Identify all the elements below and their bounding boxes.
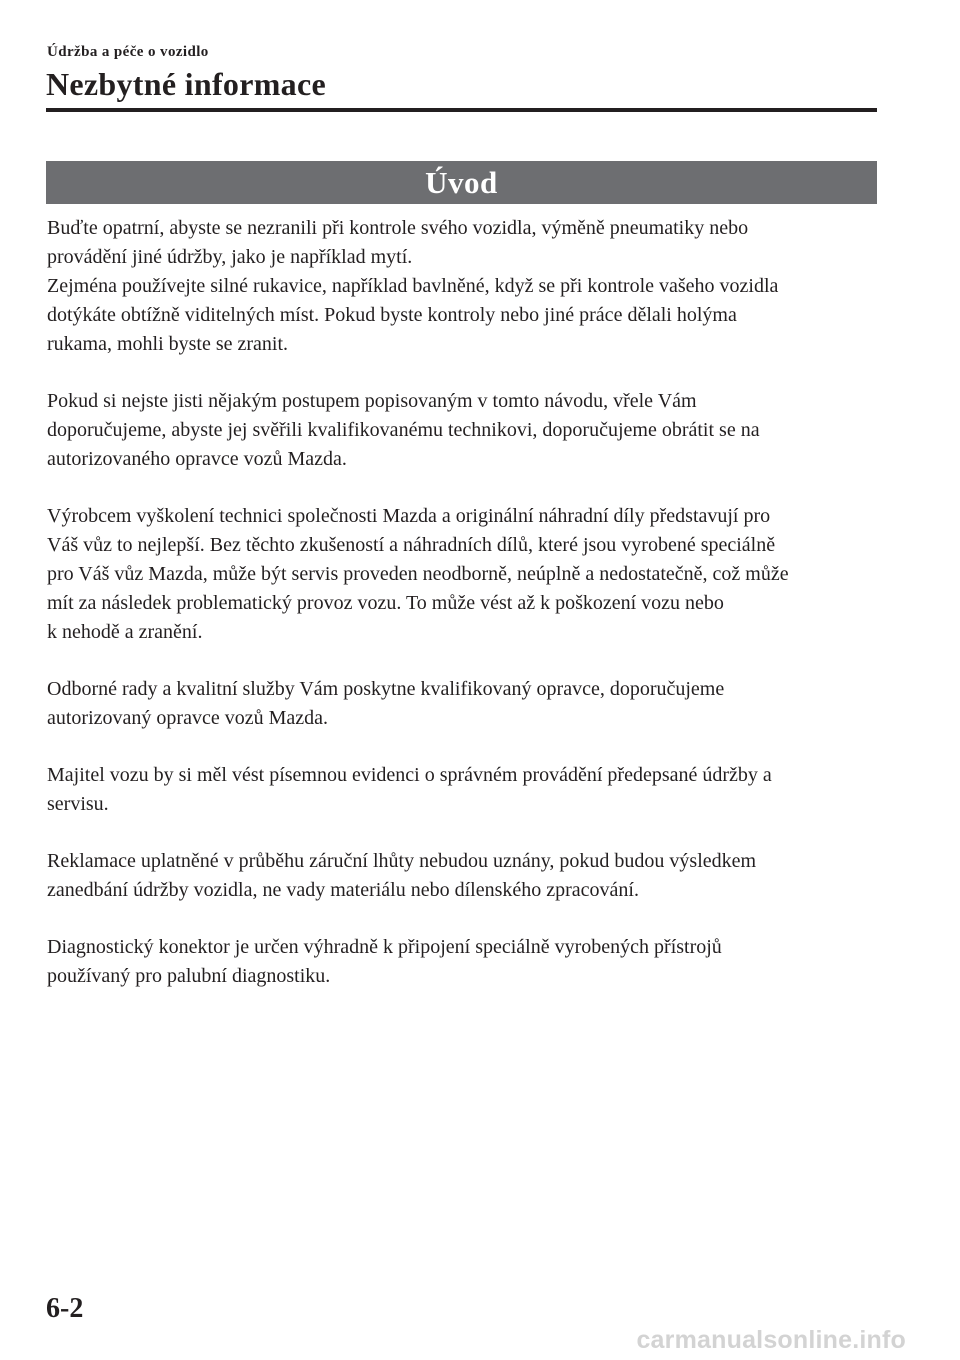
page-title: Nezbytné informace (46, 66, 326, 102)
text-line: Odborné rady a kvalitní služby Vám poskytne kvalifikovaný opravce, doporučujeme (47, 678, 725, 700)
section-label: Údržba a péče o vozidlo (47, 44, 209, 60)
text-line: mít za následek problematický provoz vozu. To může vést až k poškození vozu nebo (47, 592, 724, 614)
watermark[interactable]: carmanualsonline.info (636, 1326, 906, 1354)
text-line: Výrobcem vyškolení technici společnosti Mazda a originální náhradní díly představují pro (47, 505, 771, 527)
text-line: provádění jiné údržby, jako je například mytí. (47, 246, 413, 268)
paragraph-7 (47, 933, 887, 991)
text-line: používaný pro palubní diagnostiku. (47, 965, 331, 987)
text-line: pro Váš vůz Mazda, může být servis proveden neodborně, neúplně a nedostatečně, což může (47, 563, 789, 585)
text-line: doporučujeme, abyste jej svěřili kvalifikovanému technikovi, doporučujeme obrátit se na (47, 419, 760, 441)
text-line: dotýkáte obtížně viditelných míst. Pokud byste kontroly nebo jiné práce dělali holýma (47, 304, 737, 326)
paragraph-3 (47, 502, 887, 647)
paragraph-5 (47, 761, 887, 819)
text-line: autorizovaného opravce vozů Mazda. (47, 448, 347, 470)
text-line: rukama, mohli byste se zranit. (47, 333, 289, 355)
text-line: autorizovaný opravce vozů Mazda. (47, 707, 328, 729)
text-line: Zejména používejte silné rukavice, například bavlněné, když se při kontrole vašeho vozidla (47, 275, 779, 297)
paragraph-6 (47, 847, 887, 905)
banner-title: Úvod (425, 164, 498, 200)
header-divider (46, 108, 877, 112)
text-line: Diagnostický konektor je určen výhradně k připojení speciálně vyrobených přístrojů (47, 936, 722, 958)
paragraph-1 (47, 214, 887, 359)
text-line: Majitel vozu by si měl vést písemnou evidenci o správném provádění předepsané údržby a (47, 764, 772, 786)
paragraph-4 (47, 675, 887, 733)
paragraph-2 (47, 387, 887, 474)
text-line: servisu. (47, 793, 109, 815)
body-text (47, 214, 887, 1019)
text-line: Buďte opatrní, abyste se nezranili při kontrole svého vozidla, výměně pneumatiky nebo (47, 217, 749, 239)
page-number: 6-2 (46, 1293, 84, 1324)
text-line: Reklamace uplatněné v průběhu záruční lhůty nebudou uznány, pokud budou výsledkem (47, 850, 757, 872)
section-banner (46, 161, 877, 204)
text-line: Váš vůz to nejlepší. Bez těchto zkušeností a náhradních dílů, které jsou vyrobené speciálně (47, 534, 776, 556)
text-line: Pokud si nejste jisti nějakým postupem popisovaným v tomto návodu, vřele Vám (47, 390, 697, 412)
text-line: zanedbání údržby vozidla, ne vady materiálu nebo dílenského zpracování. (47, 879, 639, 901)
text-line: k nehodě a zranění. (47, 621, 203, 643)
